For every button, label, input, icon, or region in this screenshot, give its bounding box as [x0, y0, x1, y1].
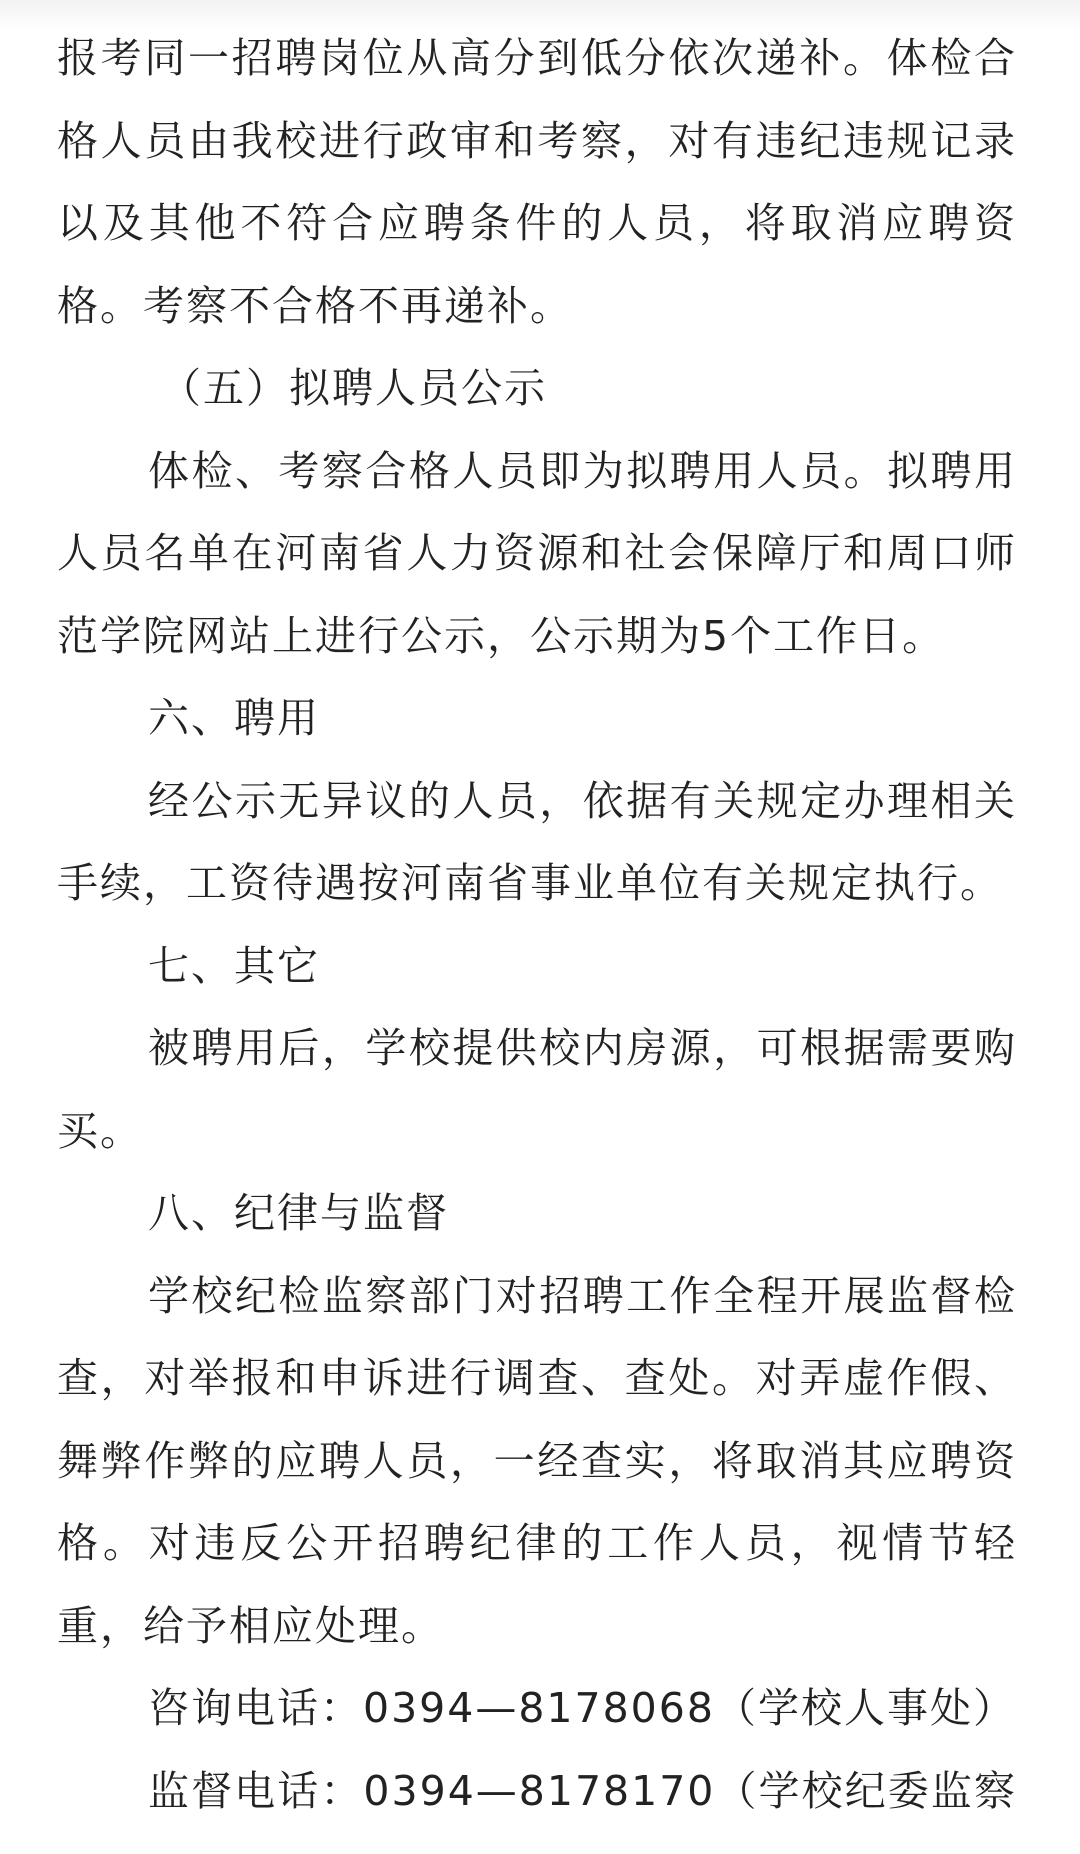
paragraph-line: 体检、考察合格人员即为拟聘用人员。拟聘用 — [148, 447, 1017, 495]
section-heading-6: 六、聘用 — [148, 694, 320, 742]
section-heading-8: 八、纪律与监督 — [148, 1189, 449, 1237]
paragraph-line: 被聘用后，学校提供校内房源，可根据需要购 — [148, 1024, 1017, 1072]
paragraph-line: 人员名单在河南省人力资源和社会保障厅和周口师 — [57, 529, 1017, 577]
paragraph-line: 格。考察不合格不再递补。 — [57, 282, 573, 330]
top-fade — [0, 0, 1080, 30]
paragraph-line: 范学院网站上进行公示，公示期为5个工作日。 — [57, 612, 946, 660]
section-heading-7: 七、其它 — [148, 942, 320, 990]
paragraph-line: 格人员由我校进行政审和考察，对有违纪违规记录 — [57, 117, 1017, 165]
supervise-phone: 监督电话：0394—8178170（学校纪委监察 — [148, 1767, 1017, 1815]
section-heading-5: （五）拟聘人员公示 — [160, 364, 547, 412]
paragraph-line: 格。对违反公开招聘纪律的工作人员，视情节轻 — [57, 1519, 1017, 1567]
consult-phone: 咨询电话：0394—8178068（学校人事处） — [148, 1684, 1016, 1732]
paragraph-line: 学校纪检监察部门对招聘工作全程开展监督检 — [148, 1272, 1017, 1320]
paragraph-line: 报考同一招聘岗位从高分到低分依次递补。体检合 — [57, 34, 1017, 82]
paragraph-line: 舞弊作弊的应聘人员，一经查实，将取消其应聘资 — [57, 1437, 1017, 1485]
paragraph-line: 买。 — [57, 1107, 143, 1155]
paragraph-line: 以及其他不符合应聘条件的人员，将取消应聘资 — [57, 199, 1017, 247]
paragraph-line: 经公示无异议的人员，依据有关规定办理相关 — [148, 777, 1017, 825]
paragraph-line: 重，给予相应处理。 — [57, 1602, 444, 1650]
paragraph-line: 查，对举报和申诉进行调查、查处。对弄虚作假、 — [57, 1354, 1017, 1402]
paragraph-line: 手续，工资待遇按河南省事业单位有关规定执行。 — [57, 859, 1003, 907]
